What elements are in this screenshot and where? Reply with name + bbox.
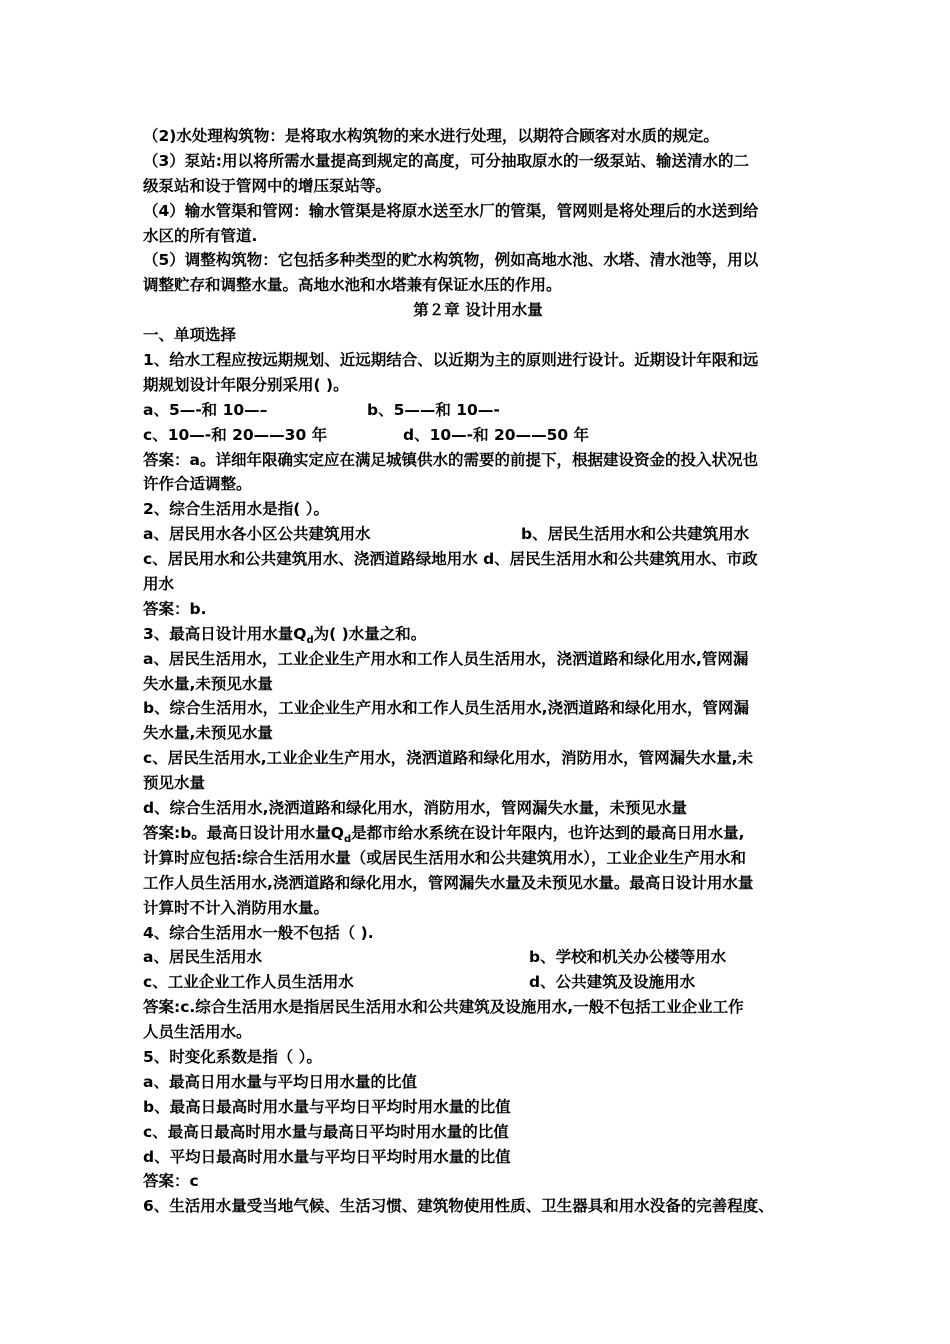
option-c: c、10—-和 20——30 年 — [143, 425, 328, 444]
answer-2: 答案：b. — [143, 599, 207, 618]
answer-3-cont: 计算时不计入消防用水量。 — [143, 898, 330, 917]
option-d: d、10—-和 20——50 年 — [403, 425, 590, 444]
option-a: a、5—-和 10—– — [143, 400, 268, 419]
chapter-heading: 第２章 设计用水量 — [413, 301, 543, 320]
text-line: 级泵站和设于管网中的增压泵站等。 — [143, 176, 392, 195]
answer-4: 答案:c.综合生活用水是指居民生活用水和公共建筑及设施用水,一般不包括工业企业工作 — [143, 998, 744, 1017]
option-b: b、综合生活用水，工业企业生产用水和工作人员生活用水,浇洒道路和绿化用水，管网漏 — [143, 699, 749, 718]
question-3-tail: 为( )水量之和。 — [313, 624, 427, 643]
option-a: a、最高日用水量与平均日用水量的比值 — [143, 1072, 417, 1091]
option-a: a、居民用水各小区公共建筑用水 — [143, 525, 371, 544]
question-3 — [143, 622, 813, 647]
section-heading: 一、单项选择 — [143, 326, 237, 345]
option-d: d、平均日最高时用水量与平均日平均时用水量的比值 — [143, 1147, 511, 1166]
answer-1: 答案：a。详细年限确实定应在满足城镇供水的需要的前提下，根据建设资金的投入状况也 — [143, 450, 758, 469]
option-b: b、学校和机关办公楼等用水 — [529, 948, 727, 967]
text-line: （4）输水管渠和管网：输水管渠是将原水送至水厂的管渠，管网则是将处理后的水送到给 — [143, 201, 759, 220]
answer-3-tail: 是都市给水系统在设计年限内，也许达到的最高日用水量, — [351, 823, 745, 842]
option-b-cont: 失水量,未预见水量 — [143, 724, 273, 743]
question-5: 5、时变化系数是指（ ）。 — [143, 1047, 322, 1066]
text-line: 调整贮存和调整水量。高地水池和水塔兼有保证水压的作用。 — [143, 276, 562, 295]
answer-3-cont: 工作人员生活用水,浇洒道路和绿化用水，管网漏失水量及未预见水量。最高日设计用水量 — [143, 873, 754, 892]
question-1-options-cd — [143, 423, 813, 448]
option-d: d、综合生活用水,浇洒道路和绿化用水，消防用水，管网漏失水量，未预见水量 — [143, 799, 687, 818]
question-2: 2、综合生活用水是指( ）。 — [143, 500, 330, 519]
answer-5: 答案：c — [143, 1172, 199, 1191]
text-line: （3）泵站:用以将所需水量提高到规定的高度，可分抽取原水的一级泵站、输送清水的二 — [143, 151, 749, 170]
question-1: 1、给水工程应按远期规划、近远期结合、以近期为主的原则进行设计。近期设计年限和远 — [143, 351, 759, 370]
question-2-options-cd-cont: 用水 — [143, 575, 175, 594]
question-4-options-ab — [143, 945, 813, 970]
question-4-options-cd — [143, 970, 813, 995]
text-line: （5）调整构筑物：它包括多种类型的贮水构筑物，例如高地水池、水塔、清水池等，用以 — [143, 251, 759, 270]
answer-3 — [143, 821, 813, 846]
question-6: 6、生活用水量受当地气候、生活习惯、建筑物使用性质、卫生器具和用水没备的完善程度、 — [143, 1197, 774, 1216]
option-c: c、工业企业工作人员生活用水 — [143, 973, 354, 992]
subscript: d — [343, 834, 352, 846]
option-a: a、居民生活用水 — [143, 948, 262, 967]
document-page — [143, 124, 813, 1219]
option-b: b、最高日最高时用水量与平均日平均时用水量的比值 — [143, 1097, 511, 1116]
question-4: 4、综合生活用水一般不包括（ ). — [143, 923, 374, 942]
option-c-cont: 预见水量 — [143, 774, 206, 793]
question-2-options-cd: c、居民用水和公共建筑用水、浇洒道路绿地用水 d、居民生活用水和公共建筑用水、市政 — [143, 550, 758, 569]
question-3-text: 3、最高日设计用水量Q — [143, 624, 307, 643]
question-1-options-ab — [143, 398, 813, 423]
question-2-options-ab — [143, 522, 813, 547]
answer-4-cont: 人员生活用水。 — [143, 1023, 252, 1042]
option-b: b、5——和 10—- — [367, 400, 500, 419]
option-c: c、最高日最高时用水量与最高日平均时用水量的比值 — [143, 1122, 509, 1141]
subscript: d — [306, 634, 314, 646]
answer-3-cont: 计算时应包括:综合生活用水量（或居民生活用水和公共建筑用水），工业企业生产用水和 — [143, 848, 746, 867]
text-line: （2)水处理构筑物：是将取水构筑物的来水进行处理，以期符合顾客对水质的规定。 — [143, 127, 719, 145]
option-a-cont: 失水量,未预见水量 — [143, 674, 273, 693]
option-a: a、居民生活用水，工业企业生产用水和工作人员生活用水，浇洒道路和绿化用水,管网漏 — [143, 649, 749, 668]
option-b: b、居民生活用水和公共建筑用水 — [521, 525, 750, 544]
answer-1-cont: 许作合适调整。 — [143, 475, 252, 494]
option-d: d、公共建筑及设施用水 — [529, 973, 696, 992]
answer-3-text: 答案:b。最高日设计用水量Q — [143, 823, 344, 842]
text-line: 水区的所有管道. — [143, 226, 258, 245]
question-1-cont: 期规划设计年限分别采用( )。 — [143, 375, 349, 394]
option-c: c、居民生活用水,工业企业生产用水，浇洒道路和绿化用水，消防用水，管网漏失水量,未 — [143, 749, 753, 768]
